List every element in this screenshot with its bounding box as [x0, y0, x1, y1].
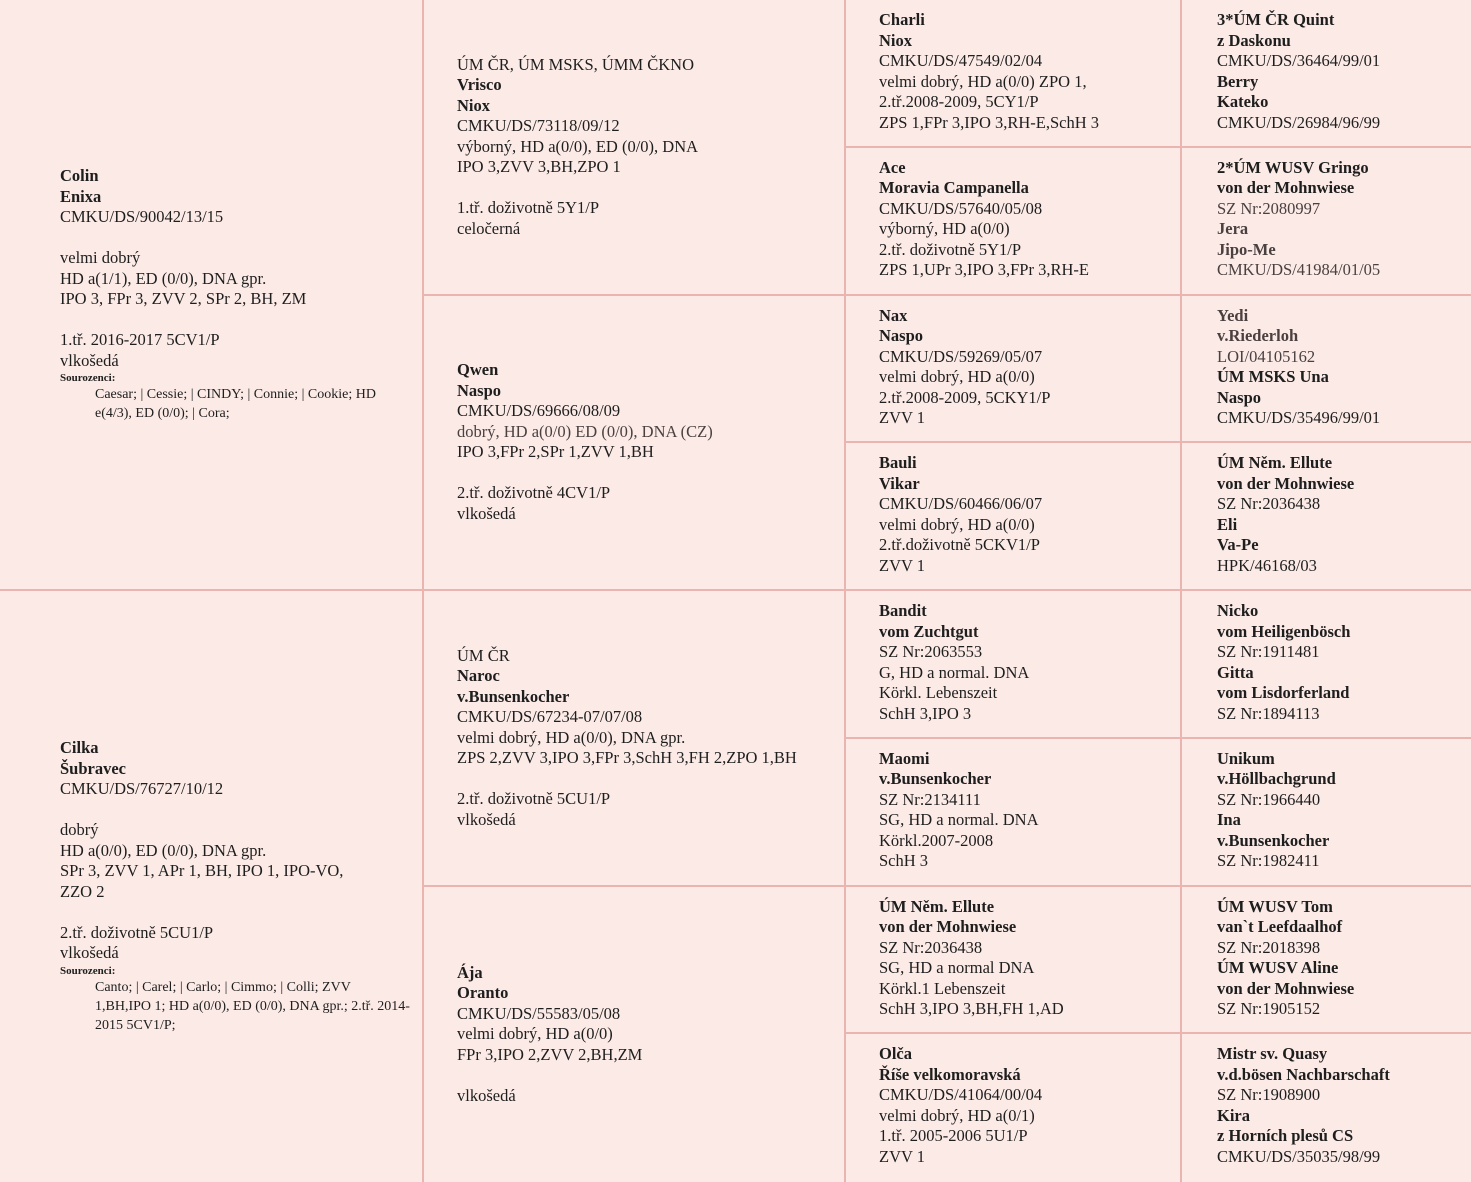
gggp-sire-name: ÚM Něm. Ellute — [1217, 453, 1333, 473]
grandparent-detail: CMKU/DS/67234-07/07/08 — [457, 707, 643, 726]
siblings-label: Sourozenci: — [60, 964, 116, 977]
siblings-list: Canto; | Carel; | Carlo; | Cimmo; | Colli; ZVV 1,BH,IPO 1; HD a(0/0), ED (0/0), DNA gpr.; 2.tř. 2014-2015 5CV1/P; — [95, 979, 410, 1033]
gggp-dam-kennel: Va-Pe — [1217, 535, 1259, 555]
ggp-detail: ZVV 1 — [879, 555, 925, 575]
parent-detail: vlkošedá — [60, 350, 119, 370]
gggp-dam-kennel: vom Lisdorferland — [1217, 683, 1350, 702]
grandparent-detail: CMKU/DS/69666/08/09 — [457, 401, 621, 421]
grandparent-detail: výborný, HD a(0/0), ED (0/0), DNA — [457, 136, 699, 156]
ggp-detail: ZVV 1 — [879, 408, 925, 427]
gggp-dam-reg: SZ Nr:1982411 — [1217, 851, 1320, 871]
grandparent-detail: dobrý, HD a(0/0) ED (0/0), DNA (CZ) — [457, 421, 713, 441]
grandparent-detail: ZPS 2,ZVV 3,IPO 3,FPr 3,SchH 3,FH 2,ZPO 1,BH — [457, 748, 797, 767]
gggp-sire-kennel: von der Mohnwiese — [1217, 473, 1355, 493]
grandparent-kennel: Niox — [457, 95, 490, 115]
grandparent-detail: vlkošedá — [457, 503, 516, 523]
parent-sire-cell — [0, 0, 424, 591]
parent-detail: velmi dobrý — [60, 248, 141, 267]
parent-detail: ZZO 2 — [60, 881, 105, 901]
ggp-name: Bandit — [879, 601, 927, 620]
ggp-detail: SchH 3,IPO 3,BH,FH 1,AD — [879, 999, 1064, 1018]
siblings-label: Sourozenci: — [60, 372, 116, 384]
ggp-kennel: v.Bunsenkocher — [879, 769, 992, 789]
ggp-detail: 2.tř. doživotně 5Y1/P — [879, 239, 1022, 259]
ggp-detail: výborný, HD a(0/0) — [879, 219, 1010, 239]
spacer — [60, 228, 422, 249]
grandparent-detail: 2.tř. doživotně 4CV1/P — [457, 483, 611, 503]
gggp-sire-reg: CMKU/DS/36464/99/01 — [1217, 51, 1381, 70]
gggp-cell — [1182, 1034, 1471, 1182]
grandparent-detail: IPO 3,ZVV 3,BH,ZPO 1 — [457, 157, 621, 176]
ggp-detail: velmi dobrý, HD a(0/1) — [879, 1105, 1035, 1125]
spacer — [60, 902, 422, 923]
gggp-sire-kennel: von der Mohnwiese — [1217, 178, 1355, 198]
ggp-detail: velmi dobrý, HD a(0/0) — [879, 367, 1035, 386]
grandparent-detail: CMKU/DS/73118/09/12 — [457, 116, 620, 135]
great-grandparent-cell — [846, 443, 1182, 591]
parent-detail: 2.tř. doživotně 5CU1/P — [60, 922, 214, 942]
great-grandparent-cell — [846, 148, 1182, 296]
gggp-sire-reg: SZ Nr:1966440 — [1217, 789, 1321, 809]
gggp-cell — [1182, 296, 1471, 444]
grandparent-detail: 1.tř. doživotně 5Y1/P — [457, 198, 600, 217]
grandparent-name: Vrisco — [457, 75, 502, 94]
parent-detail: vlkošedá — [60, 943, 119, 963]
parent-detail: CMKU/DS/90042/13/15 — [60, 207, 224, 226]
ggp-detail: Körkl.1 Lebenszeit — [879, 978, 1006, 998]
parent-detail: HD a(0/0), ED (0/0), DNA gpr. — [60, 840, 267, 860]
parent-dam-cell — [0, 591, 424, 1182]
grandparent-cell — [424, 0, 846, 296]
gggp-sire-reg: LOI/04105162 — [1217, 346, 1316, 366]
grandparent-kennel: v.Bunsenkocher — [457, 686, 570, 706]
grandparent-name: Ája — [457, 962, 483, 982]
gggp-sire-name: Yedi — [1217, 305, 1249, 325]
gggp-dam-reg: CMKU/DS/35035/98/99 — [1217, 1146, 1381, 1166]
gggp-sire-name: Nicko — [1217, 601, 1259, 620]
ggp-detail: ZPS 1,UPr 3,IPO 3,FPr 3,RH-E — [879, 260, 1089, 280]
ggp-detail: SZ Nr:2036438 — [879, 937, 983, 957]
spacer — [60, 310, 422, 331]
ggp-kennel: Niox — [879, 30, 912, 50]
ggp-name: Charli — [879, 10, 925, 29]
parent-detail: IPO 3, FPr 3, ZVV 2, SPr 2, BH, ZM — [60, 289, 307, 308]
gggp-dam-reg: CMKU/DS/41984/01/05 — [1217, 260, 1381, 280]
grandparent-titles: ÚM ČR, ÚM MSKS, ÚMM ČKNO — [457, 54, 695, 74]
ggp-name: Olča — [879, 1044, 912, 1064]
gggp-dam-name: ÚM MSKS Una — [1217, 367, 1329, 386]
gggp-sire-name: ÚM WUSV Tom — [1217, 896, 1333, 916]
spacer — [457, 463, 844, 484]
gggp-dam-name: Gitta — [1217, 662, 1254, 682]
ggp-detail: 2.tř.2008-2009, 5CY1/P — [879, 92, 1039, 111]
parent-detail: CMKU/DS/76727/10/12 — [60, 779, 224, 799]
parent-detail: HD a(1/1), ED (0/0), DNA gpr. — [60, 268, 267, 288]
gggp-dam-kennel: z Horních plesů CS — [1217, 1126, 1354, 1146]
gggp-cell — [1182, 443, 1471, 591]
ggp-detail: SZ Nr:2063553 — [879, 642, 983, 661]
grandparent-detail: velmi dobrý, HD a(0/0) — [457, 1024, 613, 1043]
siblings-list: Caesar; | Cessie; | CINDY; | Connie; | Cookie; HD e(4/3), ED (0/0); | Cora; — [95, 387, 376, 421]
gggp-sire-kennel: v.Höllbachgrund — [1217, 769, 1336, 789]
ggp-kennel: Říše velkomoravská — [879, 1064, 1021, 1084]
grandparent-detail: 2.tř. doživotně 5CU1/P — [457, 789, 611, 808]
grandparent-titles: ÚM ČR — [457, 645, 510, 665]
gggp-sire-kennel: v.Riederloh — [1217, 326, 1299, 345]
parent-kennel: Šubravec — [60, 758, 126, 778]
ggp-detail: 2.tř.doživotně 5CKV1/P — [879, 535, 1040, 555]
ggp-name: ÚM Něm. Ellute — [879, 896, 995, 916]
gggp-sire-reg: SZ Nr:2018398 — [1217, 937, 1321, 957]
grandparent-detail: FPr 3,IPO 2,ZVV 2,BH,ZM — [457, 1044, 643, 1064]
grandparent-detail: IPO 3,FPr 2,SPr 1,ZVV 1,BH — [457, 442, 654, 462]
ggp-name: Ace — [879, 157, 906, 177]
gggp-sire-name: 3*ÚM ČR Quint — [1217, 10, 1335, 29]
parent-name: Cilka — [60, 738, 99, 758]
gggp-dam-name: Berry — [1217, 71, 1259, 91]
gggp-cell — [1182, 887, 1471, 1035]
great-grandparent-cell — [846, 296, 1182, 444]
great-grandparent-cell — [846, 0, 1182, 148]
ggp-detail: CMKU/DS/57640/05/08 — [879, 198, 1043, 218]
parent-kennel: Enixa — [60, 186, 102, 206]
ggp-detail: velmi dobrý, HD a(0/0) ZPO 1, — [879, 71, 1087, 91]
grandparent-cell — [424, 591, 846, 887]
ggp-detail: SchH 3 — [879, 851, 929, 871]
ggp-detail: velmi dobrý, HD a(0/0) — [879, 514, 1035, 534]
gggp-sire-reg: SZ Nr:1908900 — [1217, 1085, 1321, 1105]
parent-detail: 1.tř. 2016-2017 5CV1/P — [60, 330, 220, 349]
grandparent-kennel: Naspo — [457, 380, 502, 400]
gggp-dam-reg: SZ Nr:1905152 — [1217, 999, 1321, 1018]
parent-name: Colin — [60, 166, 99, 185]
great-grandparent-cell — [846, 739, 1182, 887]
ggp-detail: 1.tř. 2005-2006 5U1/P — [879, 1126, 1028, 1146]
gggp-sire-reg: SZ Nr:2080997 — [1217, 198, 1321, 218]
gggp-sire-kennel: vom Heiligenbösch — [1217, 621, 1351, 641]
gggp-dam-kennel: Naspo — [1217, 387, 1262, 407]
parent-detail: SPr 3, ZVV 1, APr 1, BH, IPO 1, IPO-VO, — [60, 861, 344, 881]
gggp-dam-reg: SZ Nr:1894113 — [1217, 703, 1320, 723]
gggp-cell — [1182, 0, 1471, 148]
gggp-sire-name: Unikum — [1217, 748, 1275, 768]
gggp-dam-reg: CMKU/DS/35496/99/01 — [1217, 408, 1381, 427]
spacer — [457, 769, 844, 790]
gggp-dam-reg: HPK/46168/03 — [1217, 555, 1317, 575]
ggp-detail: ZVV 1 — [879, 1146, 925, 1166]
gggp-dam-name: ÚM WUSV Aline — [1217, 958, 1339, 977]
grandparent-detail: velmi dobrý, HD a(0/0), DNA gpr. — [457, 727, 686, 747]
gggp-sire-name: Mistr sv. Quasy — [1217, 1044, 1328, 1064]
gggp-sire-reg: SZ Nr:2036438 — [1217, 494, 1321, 514]
gggp-cell — [1182, 148, 1471, 296]
ggp-name: Bauli — [879, 453, 917, 473]
ggp-detail: G, HD a normal. DNA — [879, 662, 1030, 682]
grandparent-name: Naroc — [457, 666, 500, 685]
gggp-sire-reg: SZ Nr:1911481 — [1217, 642, 1320, 661]
gggp-sire-kennel: z Daskonu — [1217, 30, 1291, 50]
great-grandparent-cell — [846, 1034, 1182, 1182]
grandparent-kennel: Oranto — [457, 983, 509, 1002]
ggp-detail: Körkl. Lebenszeit — [879, 683, 998, 702]
ggp-detail: ZPS 1,FPr 3,IPO 3,RH-E,SchH 3 — [879, 112, 1100, 132]
great-grandparent-cell — [846, 591, 1182, 739]
gggp-dam-name: Kira — [1217, 1105, 1250, 1125]
gggp-dam-name: Eli — [1217, 514, 1238, 534]
ggp-kennel: von der Mohnwiese — [879, 917, 1017, 936]
ggp-detail: CMKU/DS/47549/02/04 — [879, 51, 1043, 70]
ggp-kennel: Naspo — [879, 326, 924, 345]
grandparent-detail: celočerná — [457, 218, 521, 238]
ggp-detail: SchH 3,IPO 3 — [879, 703, 972, 723]
ggp-detail: CMKU/DS/59269/05/07 — [879, 346, 1043, 366]
gggp-sire-kennel: van`t Leefdaalhof — [1217, 917, 1343, 936]
ggp-name: Nax — [879, 305, 908, 325]
ggp-detail: CMKU/DS/60466/06/07 — [879, 494, 1043, 514]
grandparent-cell — [424, 887, 846, 1182]
gggp-cell — [1182, 739, 1471, 887]
grandparent-detail: vlkošedá — [457, 1085, 516, 1105]
ggp-detail: 2.tř.2008-2009, 5CKY1/P — [879, 387, 1051, 407]
gggp-dam-name: Jera — [1217, 219, 1249, 239]
ggp-detail: CMKU/DS/41064/00/04 — [879, 1085, 1043, 1105]
gggp-dam-kennel: Kateko — [1217, 92, 1269, 111]
ggp-detail: SZ Nr:2134111 — [879, 789, 981, 809]
ggp-kennel: Moravia Campanella — [879, 178, 1029, 198]
ggp-detail: SG, HD a normal. DNA — [879, 810, 1039, 830]
gggp-sire-name: 2*ÚM WUSV Gringo — [1217, 157, 1369, 177]
ggp-detail: Körkl.2007-2008 — [879, 830, 994, 850]
grandparent-detail: CMKU/DS/55583/05/08 — [457, 1003, 621, 1023]
gggp-dam-reg: CMKU/DS/26984/96/99 — [1217, 112, 1381, 132]
gggp-dam-kennel: Jipo-Me — [1217, 239, 1276, 259]
ggp-kennel: vom Zuchtgut — [879, 621, 979, 641]
gggp-dam-kennel: von der Mohnwiese — [1217, 978, 1355, 998]
parent-detail: dobrý — [60, 820, 99, 840]
grandparent-name: Qwen — [457, 360, 499, 380]
great-grandparent-cell — [846, 887, 1182, 1035]
ggp-kennel: Vikar — [879, 473, 920, 493]
gggp-dam-kennel: v.Bunsenkocher — [1217, 830, 1330, 850]
gggp-sire-kennel: v.d.bösen Nachbarschaft — [1217, 1064, 1390, 1084]
grandparent-cell — [424, 296, 846, 592]
grandparent-detail: vlkošedá — [457, 809, 516, 829]
spacer — [457, 178, 844, 199]
gggp-cell — [1182, 591, 1471, 739]
ggp-detail: SG, HD a normal DNA — [879, 958, 1035, 977]
ggp-name: Maomi — [879, 748, 930, 768]
spacer — [60, 800, 422, 821]
spacer — [457, 1065, 844, 1086]
gggp-dam-name: Ina — [1217, 810, 1241, 830]
